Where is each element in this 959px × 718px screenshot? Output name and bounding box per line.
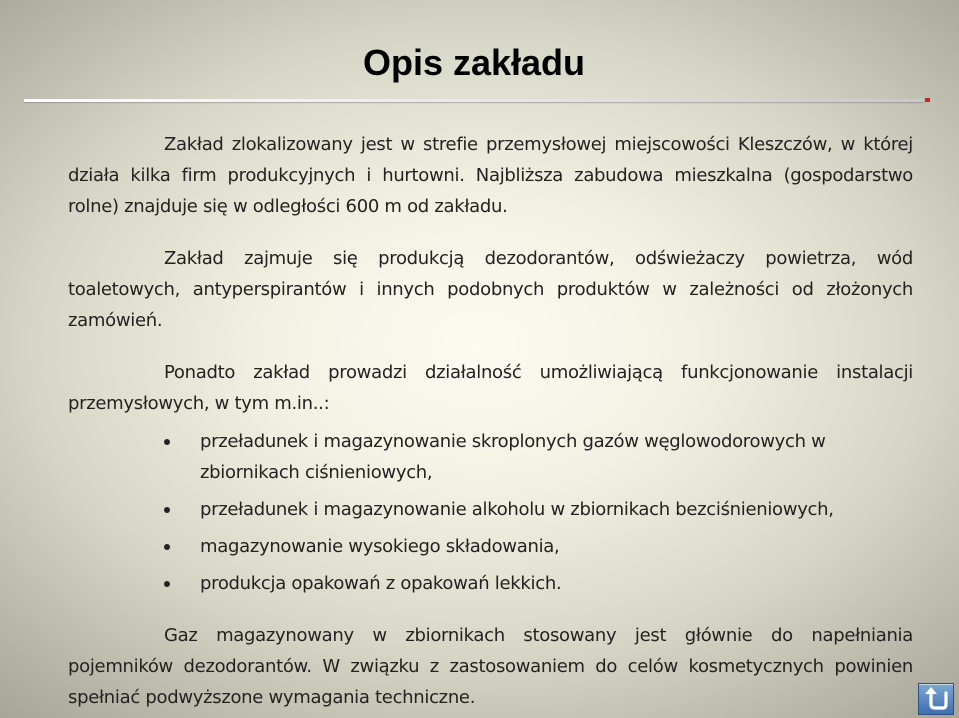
bullet-icon [164, 439, 170, 445]
paragraph-location: Zakład zlokalizowany jest w strefie przemysłowej miejscowości Kleszczów, w której działa kilka firm produkcyjnych i hurtowni. Najbliższa zabudowa mieszkalna (gospodarstwo rolne) znajduje się w odległości 600 m od zakładu. [68, 134, 913, 217]
list-item [68, 494, 913, 525]
title-divider [24, 99, 924, 102]
divider-accent-dot [925, 98, 930, 102]
list-item [68, 568, 913, 599]
bullet-icon [164, 581, 170, 587]
return-button[interactable] [918, 683, 954, 715]
slide-title: Opis zakładu [362, 42, 586, 83]
list-item [68, 426, 913, 488]
bullet-icon [164, 507, 170, 513]
return-arrow-icon [919, 684, 953, 714]
activities-list [68, 426, 913, 599]
slide-content [68, 129, 913, 713]
list-item-text: przeładunek i magazynowanie alkoholu w zbiornikach bezciśnieniowych, [200, 499, 834, 520]
bullet-icon [164, 544, 170, 550]
paragraph-products: Zakład zajmuje się produkcją dezodorantów, odświeżaczy powietrza, wód toaletowych, antyperspirantów i innych podobnych produktów w zależności od złożonych zamówień. [68, 248, 913, 331]
list-item-text: produkcja opakowań z opakowań lekkich. [200, 573, 562, 594]
list-item [68, 531, 913, 562]
list-item-text: magazynowanie wysokiego składowania, [200, 536, 560, 557]
paragraph-gas-usage: Gaz magazynowany w zbiornikach stosowany jest głównie do napełniania pojemników dezodorantów. W związku z zastosowaniem do celów kosmetycznych powinien spełniać podwyższone wymagania techniczne. [68, 625, 913, 708]
paragraph-activities: Ponadto zakład prowadzi działalność umożliwiającą funkcjonowanie instalacji przemysłowych, w tym m.in..: [68, 362, 913, 414]
list-item-text: przeładunek i magazynowanie skroplonych gazów węglowodorowych w zbiornikach ciśnieniowych, [200, 431, 826, 483]
